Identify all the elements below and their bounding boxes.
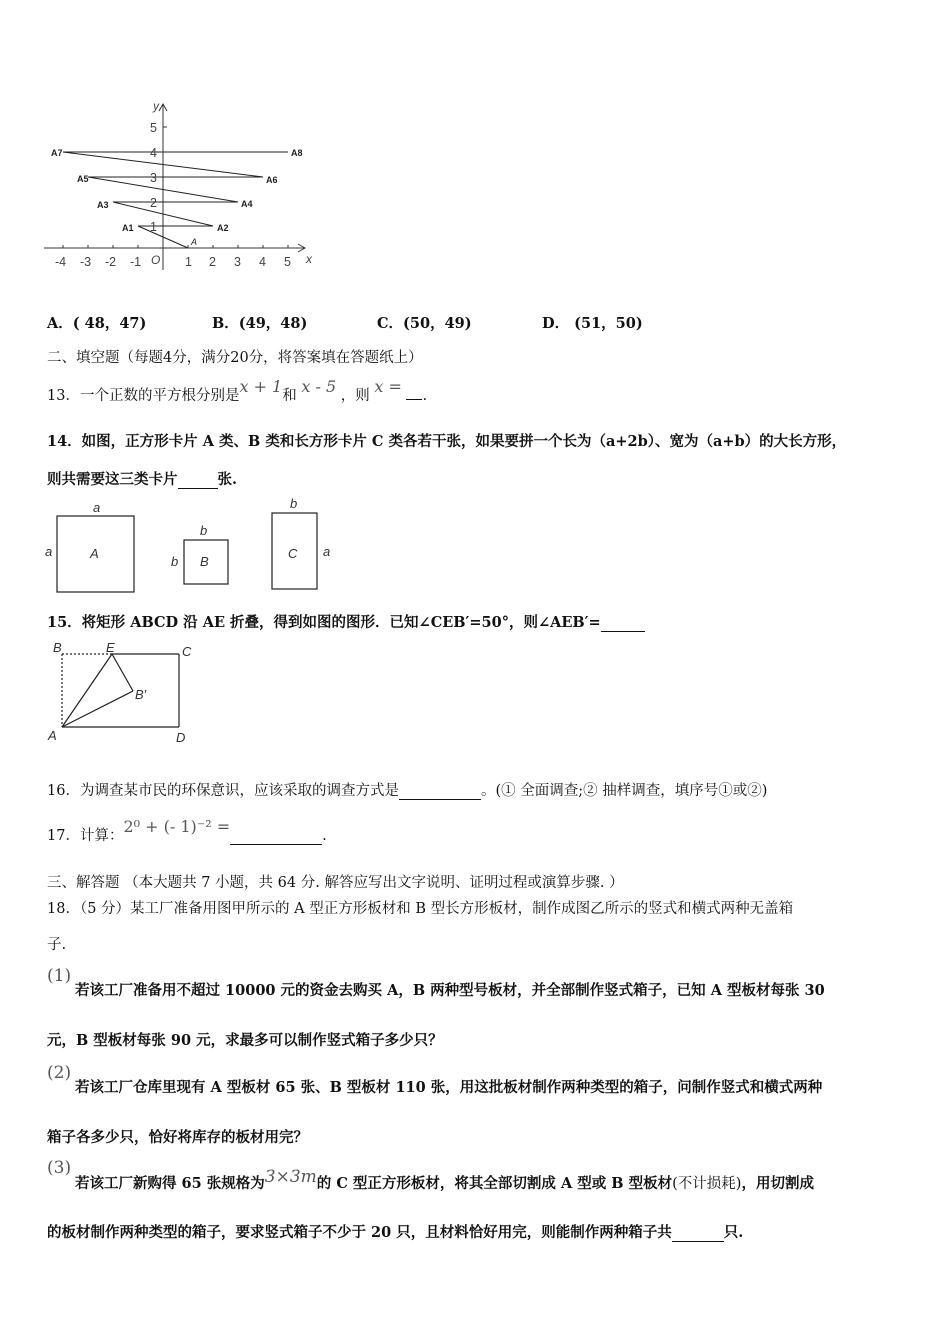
q18-part-1-number: (1) [47,966,72,986]
q18-part-2-line-1: 若该工厂仓库里现有 A 型板材 65 张、B 型板材 110 张，用这批板材制作两种类型的箱子，问制作竖式和横式两种 [75,1079,823,1096]
fig15-label-Bprime: B′ [135,687,147,702]
point-A6: A6 [266,175,278,185]
q18-p3-paren: (不计损耗) [672,1176,742,1192]
question-16 [47,779,767,800]
card-c-right-label: a [323,544,331,559]
point-A4: A4 [241,199,253,209]
y-tick-2: 2 [150,196,157,210]
q13-answer-blank[interactable] [406,399,422,400]
card-b-top-label: b [200,523,208,538]
q13-pre: 13．一个正数的平方根分别是 [47,388,240,404]
option-c: C．(50，49) [377,315,472,332]
option-d: D． (51，50) [542,315,643,332]
x-axis-label: x [306,252,312,266]
origin-label: O [151,253,161,267]
x-tick-m4: -4 [55,255,67,269]
q13-math-1: x + 1 [239,377,283,396]
point-A2: A2 [217,223,229,233]
q15-answer-blank[interactable] [601,614,645,632]
section-3-heading: 三、解答题 （本大题共 7 小题，共 64 分. 解答应写出文字说明、证明过程或演算步骤. ） [47,875,624,891]
q18-p3-l2-post: 只. [723,1224,744,1241]
fig15-label-C: C [182,644,192,659]
q13-mid: 和 [282,388,297,404]
q18-part-3-line-2 [47,1221,743,1242]
fold-figure [40,636,210,746]
q18-p3-post: ，用切割成 [741,1175,814,1192]
x-tick-1: 1 [185,255,192,269]
q18-part-3-line-1 [75,1166,814,1192]
q16-post: 。(① 全面调查;② 抽样调查，填序号①或②) [480,783,768,799]
card-c-center-label: C [288,546,298,561]
q18-p3-answer-blank[interactable] [672,1224,724,1242]
q18-part-1-line-2: 元，B 型板材每张 90 元，求最多可以制作竖式箱子多少只？ [47,1032,443,1049]
q18-p3-mid: 的 C 型正方形板材，将其全部切割成 A 型或 B 型板材 [316,1175,673,1192]
q18-p3-math: 3×3m [264,1167,317,1187]
q13-math-3: x = [374,377,402,396]
section-2-heading: 二、填空题（每题4分，满分20分，将答案填在答题纸上） [47,350,423,366]
fig15-label-B: B [53,640,62,655]
question-15 [47,611,645,632]
card-a-center-label: A [90,546,99,561]
q18-line-2: 子. [47,937,67,953]
point-A: A [191,237,198,247]
q18-part-1-line-1: 若该工厂准备用不超过 10000 元的资金去购买 A，B 两种型号板材，并全部制作竖式箱子，已知 A 型板材每张 30 [75,982,825,999]
point-A3: A3 [97,200,109,210]
q13-post: ，则 [340,388,370,404]
fig15-label-E: E [106,640,115,655]
q14-line2-post: 张. [217,471,238,488]
y-tick-4: 4 [150,146,157,160]
q16-pre: 16．为调查某市民的环保意识，应该采取的调查方式是 [47,783,399,799]
q15-text: 15．将矩形 ABCD 沿 AE 折叠，得到如图的图形．已知∠CEB′=50°，则∠AEB′= [47,614,601,631]
q14-line2-pre: 则共需要这三类卡片 [47,471,178,488]
card-b-center-label: B [200,554,209,569]
y-axis-label: y [153,99,159,113]
q18-p3-pre: 若该工厂新购得 65 张规格为 [75,1175,265,1192]
y-tick-5: 5 [150,121,157,135]
point-A1: A1 [122,223,134,233]
q17-expression: 2⁰ + (- 1)⁻² = [123,817,231,836]
q17-answer-blank[interactable] [230,828,322,845]
coordinate-graph [40,98,330,278]
q18-line-1: 18．（5 分）某工厂准备用图甲所示的 A 型正方形板材和 B 型长方形板材，制作成图乙所示的竖式和横式两种无盖箱 [47,901,794,917]
question-17 [47,816,327,844]
q13-end: . [422,388,428,404]
q17-pre: 17．计算： [47,828,124,844]
point-A8: A8 [291,148,303,158]
fig15-label-D: D [176,730,186,745]
question-13 [47,376,428,404]
q14-answer-blank[interactable] [178,471,218,489]
x-tick-5: 5 [284,255,291,269]
option-a: A．( 48，47) [47,315,147,332]
q13-math-2: x - 5 [301,377,337,396]
x-tick-3: 3 [234,255,241,269]
q14-line-1: 14．如图，正方形卡片 A 类、B 类和长方形卡片 C 类各若干张，如果要拼一个长为（a+2b）、宽为（a+b）的大长方形， [47,433,847,450]
x-tick-m2: -2 [105,255,117,269]
q14-line-2 [47,468,237,489]
y-tick-3: 3 [150,171,157,185]
fig15-label-A: A [48,728,57,743]
q18-part-3-number: (3) [47,1158,72,1178]
card-c-top-label: b [290,496,298,511]
point-A5: A5 [77,174,89,184]
card-b-left-label: b [171,554,179,569]
q17-end: . [322,828,327,844]
card-a-left-label: a [45,544,53,559]
q18-part-2-number: (2) [47,1063,72,1083]
x-tick-m3: -3 [80,255,92,269]
point-A7: A7 [51,148,63,158]
x-tick-4: 4 [259,255,266,269]
option-b: B．(49，48) [212,315,308,332]
y-tick-1: 1 [150,220,157,234]
q18-part-2-line-2: 箱子各多少只，恰好将库存的板材用完？ [47,1129,308,1146]
card-a-top-label: a [93,500,101,515]
x-tick-2: 2 [209,255,216,269]
x-tick-m1: -1 [130,255,142,269]
q18-p3-l2-pre: 的板材制作两种类型的箱子，要求竖式箱子不少于 20 只，且材料恰好用完，则能制作两种箱子共 [47,1224,672,1241]
q16-answer-blank[interactable] [399,783,481,800]
cards-figure [40,496,340,596]
